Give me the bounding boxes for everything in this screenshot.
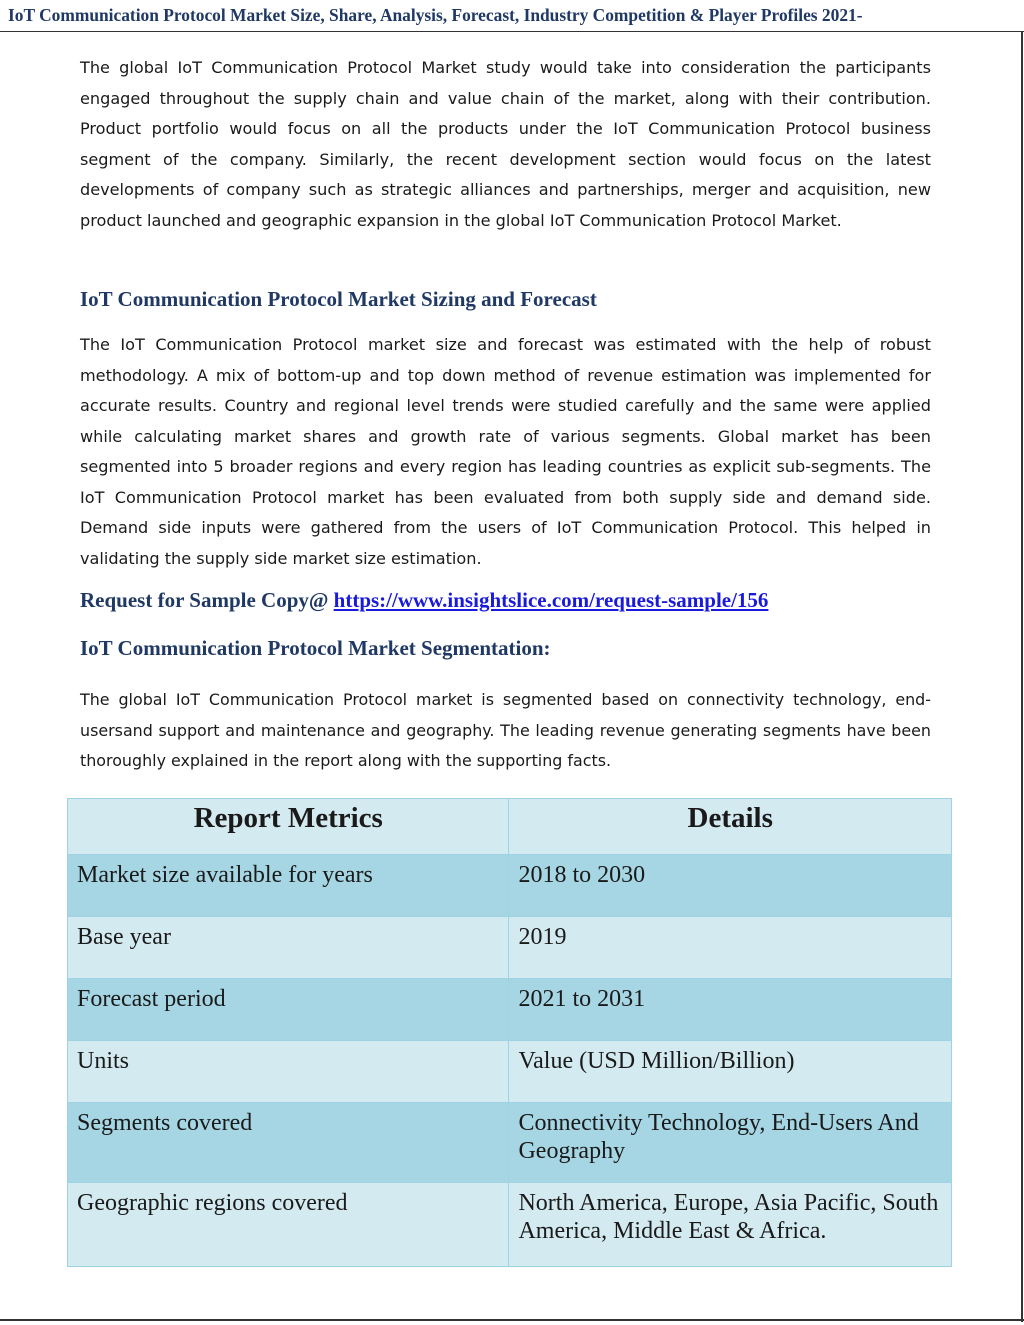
metric-cell: Segments covered (68, 1103, 509, 1183)
detail-cell: North America, Europe, Asia Pacific, South America, Middle East & Africa. (509, 1183, 952, 1267)
detail-cell: Value (USD Million/Billion) (509, 1041, 952, 1103)
segmentation-heading: IoT Communication Protocol Market Segmentation: (80, 636, 551, 660)
table-row (68, 917, 952, 979)
metric-cell: Geographic regions covered (68, 1183, 509, 1267)
metric-cell: Forecast period (68, 979, 509, 1041)
table-header-row (68, 799, 952, 855)
report-metrics-table (67, 798, 952, 1267)
detail-cell: 2018 to 2030 (509, 855, 952, 917)
segmentation-paragraph: The global IoT Communication Protocol market is segmented based on connectivity technology, end-usersand support and maintenance and geography. The leading revenue generating segments have been thoroughly explained in the report along with the supporting facts. (80, 690, 931, 770)
request-sample-line (80, 588, 768, 613)
intro-paragraph: The global IoT Communication Protocol Market study would take into consideration the participants engaged throughout the supply chain and value chain of the market, along with their contribution. Product portfolio would focus on all the products under the IoT Communication Protocol business segment of the company. Similarly, the recent development section would focus on the latest developments of company such as strategic alliances and partnerships, merger and acquisition, new product launched and geographic expansion in the global IoT Communication Protocol Market. (80, 58, 931, 230)
request-sample-label: Request for Sample Copy@ (80, 588, 334, 612)
metric-cell: Units (68, 1041, 509, 1103)
sizing-heading: IoT Communication Protocol Market Sizing and Forecast (80, 287, 597, 311)
metric-cell: Market size available for years (68, 855, 509, 917)
table-row (68, 1183, 952, 1267)
page-header (0, 0, 1024, 32)
document-title: IoT Communication Protocol Market Size, Share, Analysis, Forecast, Industry Competition & Player Profiles 2021- (8, 5, 863, 25)
sizing-paragraph: The IoT Communication Protocol market size and forecast was estimated with the help of robust methodology. A mix of bottom-up and top down method of revenue estimation was implemented for accurate results. Country and regional level trends were studied carefully and the same were applied while calculating market shares and growth rate of various segments. Global market has been segmented into 5 broader regions and every region has leading countries as explicit sub-segments. The IoT Communication Protocol market has been evaluated from both supply side and demand side. Demand side inputs were gathered from the users of IoT Communication Protocol. This helped in validating the supply side market size estimation. (80, 335, 931, 568)
table-row (68, 1041, 952, 1103)
bottom-border-rule (0, 1319, 1024, 1321)
table-row (68, 979, 952, 1041)
right-border-rule (1021, 32, 1023, 1322)
metric-cell: Base year (68, 917, 509, 979)
table-row (68, 855, 952, 917)
table-row (68, 1103, 952, 1183)
header-cell-details: Details (509, 799, 952, 855)
header-cell-metrics: Report Metrics (68, 799, 509, 855)
detail-cell: Connectivity Technology, End-Users And Geography (509, 1103, 952, 1183)
detail-cell: 2019 (509, 917, 952, 979)
detail-cell: 2021 to 2031 (509, 979, 952, 1041)
request-sample-link[interactable]: https://www.insightslice.com/request-sample/156 (333, 588, 769, 612)
